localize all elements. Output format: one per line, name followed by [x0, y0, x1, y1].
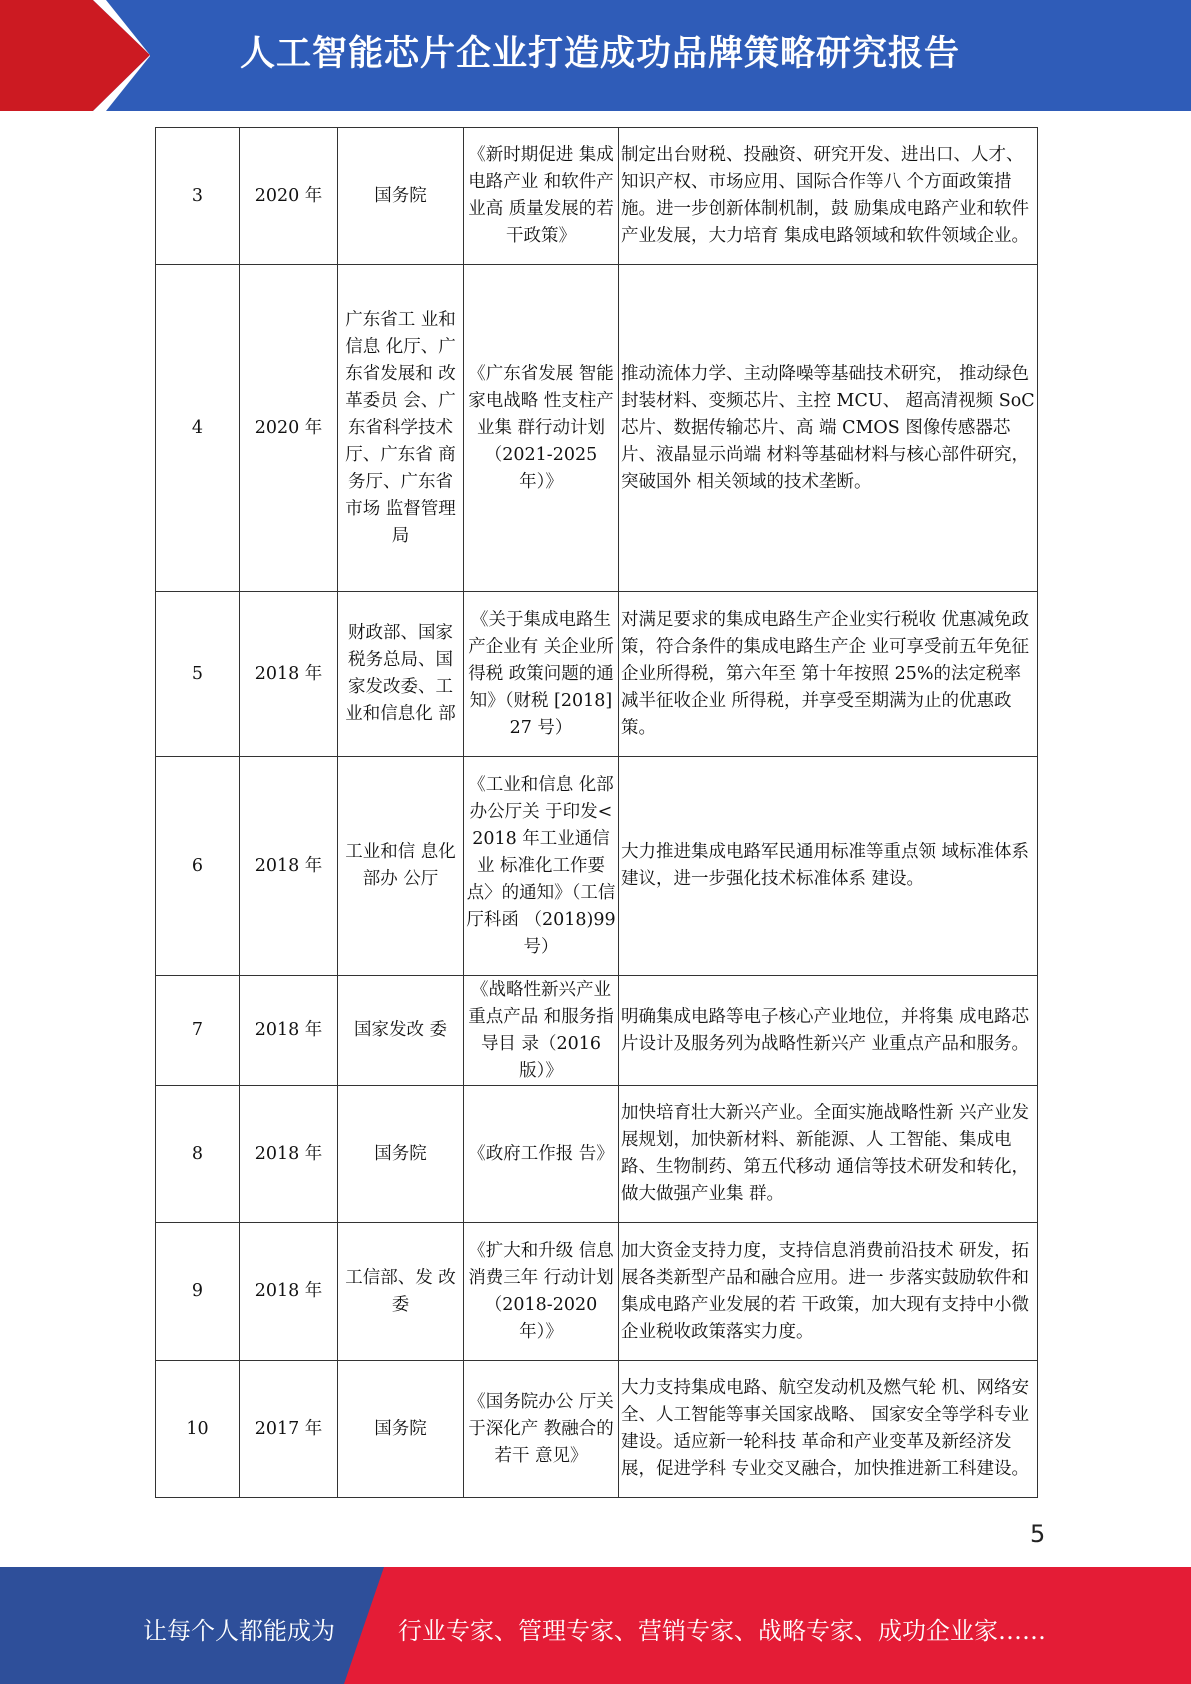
- page-header: [0, 0, 1191, 111]
- cell-content: 推动流体力学、主动降噪等基础技术研究， 推动绿色封装材料、变频芯片、主控 MCU、 超高清视频 SoC 芯片、数据传输芯片、高 端 CMOS 图像传感器芯片、液晶显示尚端 材料等基础材料与核心部件研究，突破国外 相关领域的技术垄断。: [619, 265, 1038, 592]
- cell-year: 2018 年: [240, 976, 338, 1086]
- cell-document: 《关于集成电路生产企业有 关企业所得税 政策问题的通 知》（财税 [2018]27 号）: [464, 592, 619, 757]
- cell-document: 《政府工作报 告》: [464, 1086, 619, 1223]
- cell-issuer: 国家发改 委: [338, 976, 464, 1086]
- cell-number: 7: [156, 976, 240, 1086]
- cell-document: 《广东省发展 智能家电战略 性支柱产业集 群行动计划（2021-2025 年）》: [464, 265, 619, 592]
- cell-content: 大力推进集成电路军民通用标准等重点领 域标准体系建议，进一步强化技术标准体系 建设。: [619, 757, 1038, 976]
- cell-number: 4: [156, 265, 240, 592]
- table-row: [156, 976, 1038, 1086]
- cell-year: 2020 年: [240, 265, 338, 592]
- cell-year: 2018 年: [240, 1086, 338, 1223]
- cell-issuer: 国务院: [338, 1086, 464, 1223]
- table-row: [156, 1361, 1038, 1498]
- cell-issuer: 国务院: [338, 128, 464, 265]
- table-row: [156, 1223, 1038, 1361]
- cell-document: 《国务院办公 厅关于深化产 教融合的若干 意见》: [464, 1361, 619, 1498]
- table-row: [156, 757, 1038, 976]
- cell-content: 对满足要求的集成电路生产企业实行税收 优惠减免政策，符合条件的集成电路生产企 业可享受前五年免征企业所得税，第六年至 第十年按照 25%的法定税率减半征收企业 所得税，并享受至期满为止的优惠政策。: [619, 592, 1038, 757]
- cell-issuer: 工信部、发 改委: [338, 1223, 464, 1361]
- cell-year: 2017 年: [240, 1361, 338, 1498]
- cell-document: 《战略性新兴产业重点产品 和服务指导目 录（2016 版）》: [464, 976, 619, 1086]
- cell-document: 《新时期促进 集成电路产业 和软件产业高 质量发展的若 干政策》: [464, 128, 619, 265]
- table-row: [156, 265, 1038, 592]
- cell-number: 9: [156, 1223, 240, 1361]
- report-title: 人工智能芯片企业打造成功品牌策略研究报告: [240, 34, 961, 74]
- policy-table: [155, 127, 1038, 1498]
- cell-content: 加大资金支持力度，支持信息消费前沿技术 研发，拓展各类新型产品和融合应用。进一 步落实鼓励软件和集成电路产业发展的若 干政策，加大现有支持中小微企业税收政策落实力度。: [619, 1223, 1038, 1361]
- cell-document: 《扩大和升级 信息消费三年 行动计划（2018-2020 年）》: [464, 1223, 619, 1361]
- cell-issuer: 工业和信 息化部办 公厅: [338, 757, 464, 976]
- cell-document: 《工业和信息 化部办公厅关 于印发<2018 年工业通信业 标准化工作要 点〉的通知》（工信厅科函 （2018)99 号）: [464, 757, 619, 976]
- cell-number: 10: [156, 1361, 240, 1498]
- page-number: 5: [1030, 1520, 1046, 1548]
- table-row: [156, 128, 1038, 265]
- cell-content: 大力支持集成电路、航空发动机及燃气轮 机、网络安全、人工智能等事关国家战略、 国家安全等学科专业建设。适应新一轮科技 革命和产业变革及新经济发展，促进学科 专业交叉融合，加快推进新工科建设。: [619, 1361, 1038, 1498]
- cell-year: 2018 年: [240, 592, 338, 757]
- cell-number: 8: [156, 1086, 240, 1223]
- cell-content: 加快培育壮大新兴产业。全面实施战略性新 兴产业发展规划，加快新材料、新能源、人 工智能、集成电路、生物制药、第五代移动 通信等技术研发和转化，做大做强产业集 群。: [619, 1086, 1038, 1223]
- table-row: [156, 592, 1038, 757]
- cell-year: 2020 年: [240, 128, 338, 265]
- table-row: [156, 1086, 1038, 1223]
- page-footer: [0, 1567, 1191, 1684]
- cell-number: 3: [156, 128, 240, 265]
- cell-number: 6: [156, 757, 240, 976]
- cell-issuer: 国务院: [338, 1361, 464, 1498]
- cell-issuer: 广东省工 业和信息 化厅、广东省发展和 改革委员 会、广东省科学技术 厅、广东省 商务厅、广东省市场 监督管理 局: [338, 265, 464, 592]
- cell-number: 5: [156, 592, 240, 757]
- footer-slogan-right: 行业专家、管理专家、营销专家、战略专家、成功企业家……: [398, 1617, 1046, 1645]
- footer-slogan-left: 让每个人都能成为: [143, 1617, 335, 1645]
- cell-content: 制定出台财税、投融资、研究开发、进出口、人才、知识产权、市场应用、国际合作等八 个方面政策措施。进一步创新体制机制，鼓 励集成电路产业和软件产业发展，大力培育 集成电路领域和软件领域企业。: [619, 128, 1038, 265]
- cell-issuer: 财政部、国家税务总局、国家发改委、工业和信息化 部: [338, 592, 464, 757]
- cell-year: 2018 年: [240, 757, 338, 976]
- cell-year: 2018 年: [240, 1223, 338, 1361]
- header-arrow-decoration: [0, 0, 150, 111]
- cell-content: 明确集成电路等电子核心产业地位，并将集 成电路芯片设计及服务列为战略性新兴产 业重点产品和服务。: [619, 976, 1038, 1086]
